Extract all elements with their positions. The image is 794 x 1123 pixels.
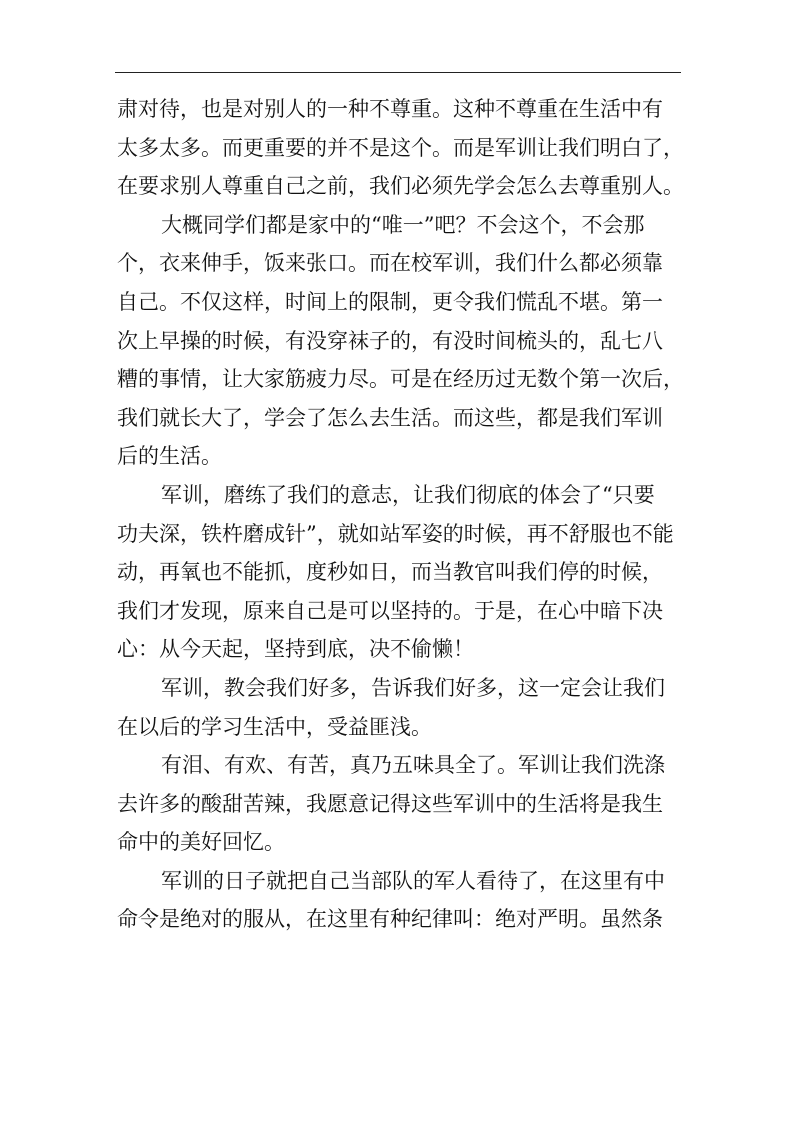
- text-line: 心：从今天起，坚持到底，决不偷懒！: [117, 637, 474, 662]
- text-line: 去许多的酸甜苦辣，我愿意记得这些军训中的生活将是我生: [117, 791, 663, 816]
- text-line: 太多太多。而更重要的并不是这个。而是军训让我们明白了，: [117, 135, 684, 160]
- text-line: 功夫深，铁杵磨成针”，就如站军姿的时候，再不舒服也不能: [117, 521, 674, 546]
- text-line: 糟的事情，让大家筋疲力尽。可是在经历过无数个第一次后，: [117, 367, 684, 392]
- text-line: 军训，教会我们好多，告诉我们好多，这一定会让我们: [161, 675, 665, 700]
- text-line: 次上早操的时候，有没穿袜子的，有没时间梳头的，乱七八: [117, 328, 663, 353]
- text-line: 在要求别人尊重自己之前，我们必须先学会怎么去尊重别人。: [117, 174, 684, 199]
- text-line: 自己。不仅这样，时间上的限制，更令我们慌乱不堪。第一: [117, 289, 663, 314]
- text-line: 大概同学们都是家中的“唯一”吧？不会这个，不会那: [161, 212, 645, 237]
- text-line: 肃对待，也是对别人的一种不尊重。这种不尊重在生活中有: [117, 97, 663, 121]
- text-line: 我们才发现，原来自己是可以坚持的。于是，在心中暗下决: [117, 598, 663, 623]
- document-body: [117, 90, 683, 939]
- text-line: 军训，磨练了我们的意志，让我们彻底的体会了“只要: [161, 482, 655, 507]
- text-line: 有泪、有欢、有苦，真乃五味具全了。军训让我们洗涤: [161, 753, 665, 778]
- text-line: 命令是绝对的服从，在这里有种纪律叫：绝对严明。虽然条: [117, 907, 663, 932]
- text-line: 动，再氧也不能抓，度秒如日，而当教官叫我们停的时候，: [117, 560, 663, 585]
- text-line: 个，衣来伸手，饭来张口。而在校军训，我们什么都必须靠: [117, 251, 663, 276]
- text-line: 命中的美好回忆。: [117, 830, 285, 855]
- text-line: 我们就长大了，学会了怎么去生活。而这些，都是我们军训: [117, 405, 663, 430]
- text-line: 在以后的学习生活中，受益匪浅。: [117, 714, 432, 739]
- text-line: 后的生活。: [117, 444, 222, 469]
- header-rule: [115, 72, 681, 73]
- text-line: 军训的日子就把自己当部队的军人看待了，在这里有中: [161, 868, 665, 893]
